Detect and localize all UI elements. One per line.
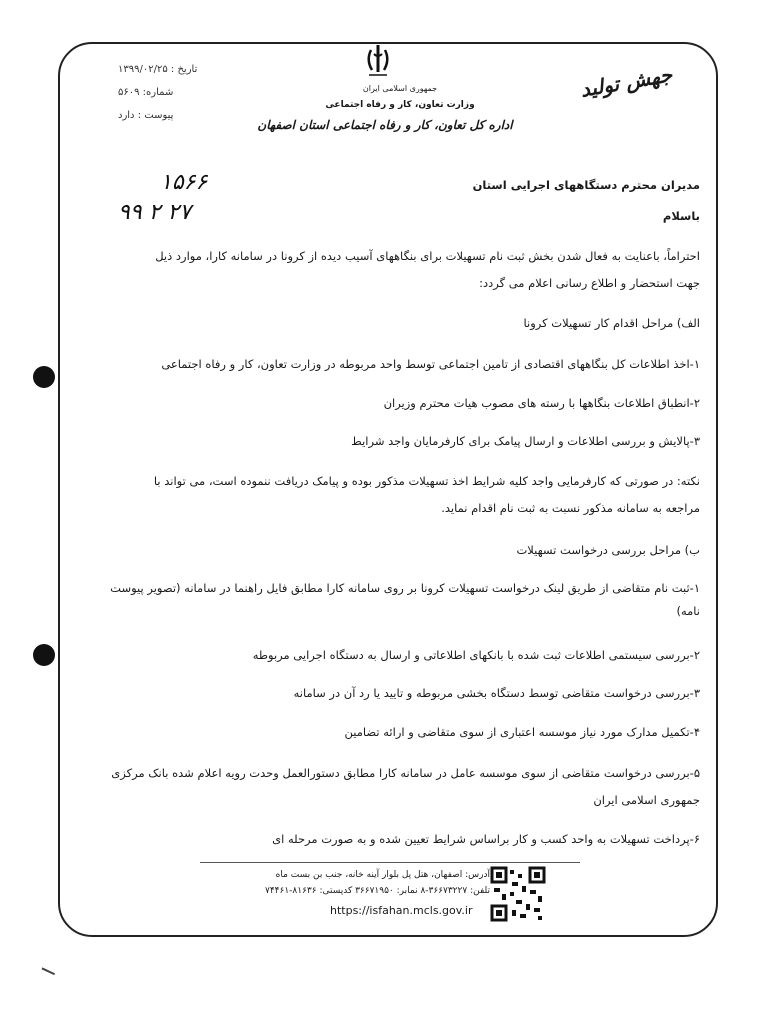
footer-phones: تلفن: ۳۶۶۷۳۲۲۷-۸ نمابر: ۳۶۶۷۱۹۵۰ کدپستی: ۸۱۶۳۶-۷۴۴۶۱ (264, 886, 490, 896)
iran-emblem-icon (363, 42, 393, 80)
number-label: شماره: (142, 87, 174, 98)
note-line-1: نکته: در صورتی که کارفرمایی واجد کلیه شرایط اخذ تسهیلات مذکور بوده و پیامک دریافت ننموده است، می تواند با (153, 474, 700, 488)
section-a-item-2: ۲-انطباق اطلاعات بنگاهها با رسته های مصوب هیات محترم وزیران (383, 396, 700, 410)
punch-hole-bottom (33, 644, 55, 666)
section-b-title: ب) مراحل بررسی درخواست تسهیلات (516, 543, 700, 557)
handwritten-number: ۱۵۶۶ (160, 170, 208, 195)
number-row (118, 87, 238, 98)
section-b-item-5-line-1: ۵-بررسی درخواست متقاضی از سوی موسسه عامل در سامانه کارا مطابق دستورالعمل وحدت رویه اعلام شده بانک مرکزی (111, 766, 700, 780)
section-a-item-1: ۱-اخذ اطلاعات کل بنگاههای اقتصادی از تامین اجتماعی توسط واحد مربوطه در وزارت تعاون، کار و رفاه اجتماعی (161, 357, 700, 371)
section-b-item-3: ۳-بررسی درخواست متقاضی توسط دستگاه بخشی مربوطه و تایید یا رد آن در سامانه (293, 686, 700, 700)
qr-code-icon (490, 866, 546, 922)
section-b-item-6: ۶-پرداخت تسهیلات به واحد کسب و کار براساس شرایط تعیین شده و به صورت مرحله ای (272, 832, 700, 846)
note-line-2: مراجعه به سامانه مذکور نسبت به ثبت نام اقدام نماید. (441, 501, 700, 515)
government-title: جمهوری اسلامی ایران (362, 84, 438, 93)
date-label: تاریخ : (170, 64, 198, 75)
section-b-item-1-line-2: نامه) (676, 604, 700, 618)
section-a-title: الف) مراحل اقدام کار تسهیلات کرونا (523, 316, 700, 330)
date-value: ۱۳۹۹/۰۲/۲۵ (118, 64, 168, 75)
punch-hole-top (33, 366, 55, 388)
ministry-title: وزارت تعاون، کار و رفاه اجتماعی (325, 100, 475, 110)
addressee: مدیران محترم دستگاههای اجرایی استان (472, 178, 700, 192)
number-value: ۵۶۰۹ (118, 87, 140, 98)
intro-line-1: احتراماً، باعنایت به فعال شدن بخش ثبت نام تسهیلات برای بنگاههای آسیب دیده از کرونا در سامانه کارا، موارد ذیل (155, 249, 700, 263)
greeting: باسلام (662, 209, 700, 223)
section-b-item-5-line-2: جمهوری اسلامی ایران (593, 793, 700, 807)
section-b-item-1-line-1: ۱-ثبت نام متقاضی از طریق لینک درخواست تسهیلات کرونا بر روی سامانه کارا مطابق فایل راهنما در سامانه (تصویر پیوست (110, 581, 700, 595)
attachment-row (118, 110, 238, 121)
intro-line-2: جهت استحضار و اطلاع رسانی اعلام می گردد: (479, 276, 700, 290)
section-a-item-3: ۳-پالایش و بررسی اطلاعات و ارسال پیامک برای کارفرمایان واجد شرایط (351, 434, 700, 448)
scan-mark (39, 967, 55, 980)
handwritten-date: ۹۹ ۲ ۲۷ (118, 200, 192, 225)
jahesh-tolid-logo: جهش تولید (578, 62, 674, 102)
footer-address: آدرس: اصفهان، هتل پل بلوار آینه خانه، جنب بن بست ماه (275, 870, 490, 880)
attachment-label: پیوست : (137, 110, 174, 121)
department-title: اداره کل تعاون، کار و رفاه اجتماعی استان اصفهان (257, 118, 513, 132)
footer-divider (200, 862, 580, 863)
section-b-item-2: ۲-بررسی سیستمی اطلاعات ثبت شده با بانکهای اطلاعاتی و ارسال به دستگاه اجرایی مربوطه (252, 648, 700, 662)
footer-url[interactable]: https://isfahan.mcls.gov.ir (330, 904, 473, 917)
attachment-value: دارد (118, 110, 135, 121)
section-b-item-4: ۴-تکمیل مدارک مورد نیاز موسسه اعتباری از سوی متقاضی و ارائه تضامین (344, 725, 700, 739)
date-row (118, 64, 238, 75)
